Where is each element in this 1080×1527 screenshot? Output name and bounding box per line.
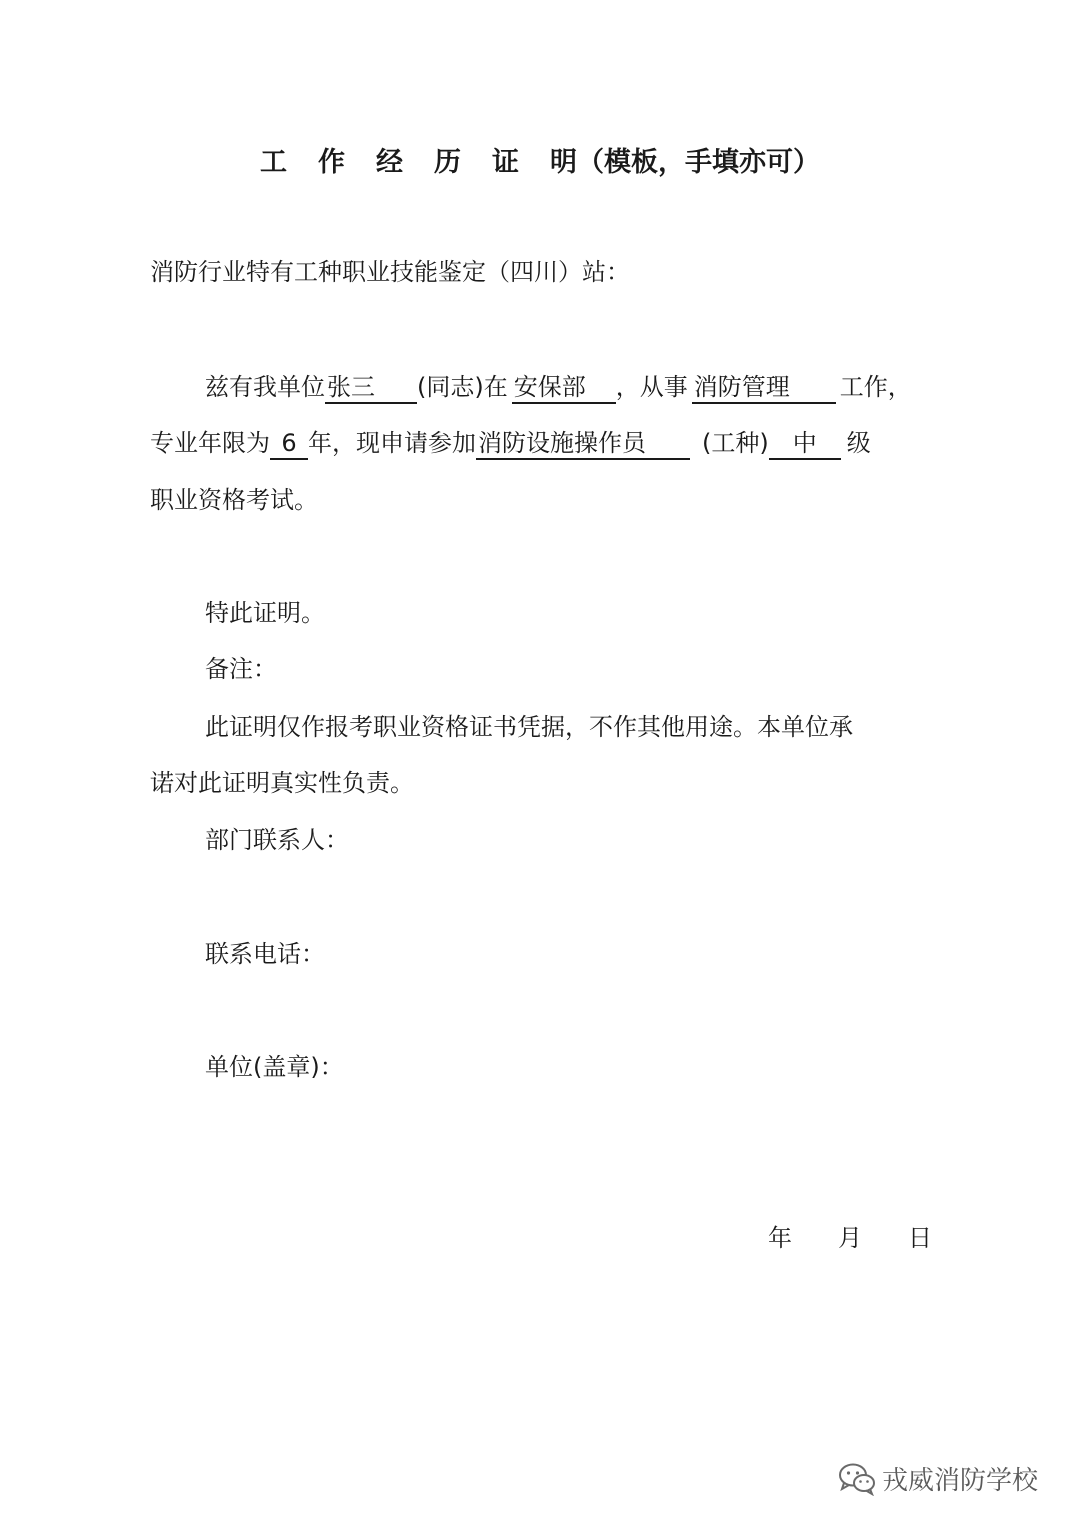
note-label: 备注：	[205, 655, 277, 683]
body-text: ，从事	[615, 373, 688, 401]
note-line-1: 此证明仅作报考职业资格证书凭据，不作其他用途。本单位承	[205, 713, 853, 741]
addressee: 消防行业特有工种职业技能鉴定（四川）站：	[150, 258, 630, 286]
date-year: 年	[768, 1224, 792, 1252]
wechat-icon	[838, 1462, 876, 1496]
date-month: 月	[838, 1224, 862, 1252]
work-field: 消防管理	[692, 372, 836, 404]
body-text: 工作，	[839, 373, 912, 401]
body-line-3: 职业资格考试。	[150, 486, 318, 514]
statement: 特此证明。	[205, 599, 325, 627]
job-field: 消防设施操作员	[476, 428, 690, 460]
note-line-2: 诺对此证明真实性负责。	[150, 769, 414, 797]
page-title	[0, 140, 1080, 179]
phone-label: 联系电话：	[205, 940, 325, 968]
level-field: 中	[769, 428, 841, 460]
date-day: 日	[908, 1224, 932, 1252]
years-field: 6	[270, 428, 308, 460]
contact-label: 部门联系人：	[205, 826, 349, 854]
title-suffix: （模板，手填亦可）	[577, 147, 820, 178]
name-field: 张三	[325, 372, 417, 404]
body-line-2	[150, 426, 871, 460]
dept-field: 安保部	[512, 372, 616, 404]
body-line-1	[205, 370, 912, 404]
body-text: (工种)	[702, 429, 769, 457]
date-line	[768, 1218, 932, 1253]
body-text: 兹有我单位	[205, 373, 325, 401]
body-text: (同志)在	[417, 373, 508, 401]
body-text: 专业年限为	[150, 429, 270, 457]
title-main: 工作经历证	[260, 147, 550, 178]
title-last: 明	[550, 147, 577, 178]
unit-label: 单位(盖章)：	[205, 1053, 344, 1081]
body-text: 年，现申请参加	[308, 429, 476, 457]
watermark-text: 戎威消防学校	[882, 1466, 1039, 1496]
watermark	[838, 1460, 1038, 1497]
body-text: 级	[846, 429, 871, 457]
